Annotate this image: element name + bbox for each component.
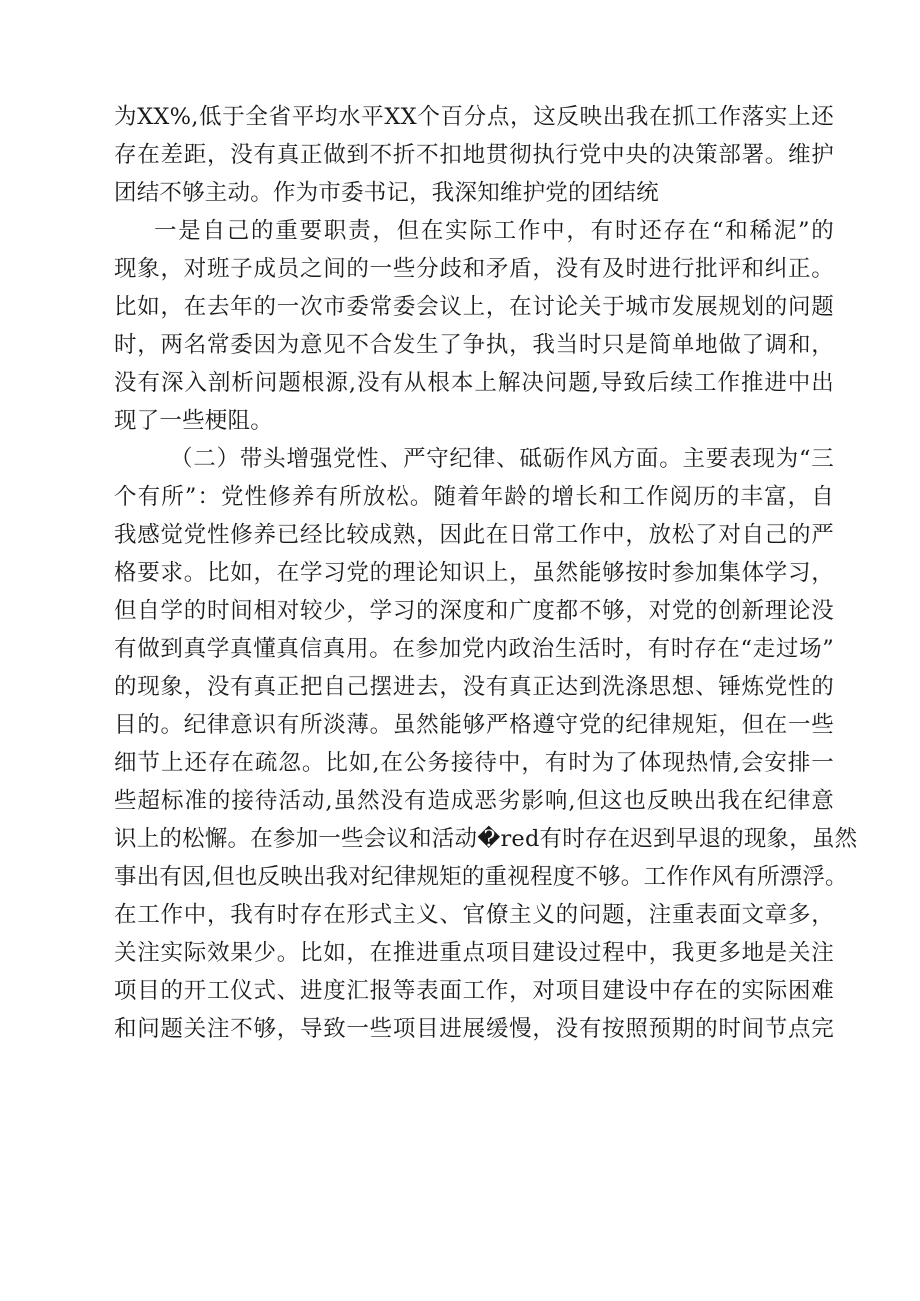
text-line: 个有所”：党性修养有所放松。随着年龄的增长和工作阅历的丰富，自 [114,484,834,510]
text-line: 但自学的时间相对较少，学习的深度和广度都不够，对党的创新理论没 [114,598,834,624]
text-line: 存在差距，没有真正做到不折不扣地贯彻执行党中央的决策部署。维护 [114,142,834,168]
text-line: 在工作中，我有时存在形式主义、官僚主义的问题，注重表面文章多， [114,902,834,928]
text-line: 事出有因,但也反映出我对纪律规矩的重视程度不够。工作作风有所漂浮。 [114,864,848,890]
text-line: 关注实际效果少。比如，在推进重点项目建设过程中，我更多地是关注 [114,940,834,966]
text-line: 没有深入剖析问题根源,没有从根本上解决问题,导致后续工作推进中出 [114,370,834,396]
text-line: 目的。纪律意识有所淡薄。虽然能够严格遵守党的纪律规矩，但在一些 [114,712,834,738]
text-line: 时，两名常委因为意见不合发生了争执，我当时只是简单地做了调和， [114,332,834,358]
text-line: 和问题关注不够，导致一些项目进展缓慢，没有按照预期的时间节点完 [114,1016,834,1042]
text-line: 现了一些梗阻。 [114,408,273,434]
text-line: 识上的松懈。在参加一些会议和活动�red有时存在迟到早退的现象，虽然 [114,826,858,852]
document-body [114,98,858,1048]
text-line: 一是自己的重要职责，但在实际工作中，有时还存在“和稀泥”的 [154,218,834,244]
text-line: 有做到真学真懂真信真用。在参加党内政治生活时，有时存在“走过场” [114,636,834,662]
text-line: 团结不够主动。作为市委书记，我深知维护党的团结统 [114,180,659,206]
text-line: 项目的开工仪式、进度汇报等表面工作，对项目建设中存在的实际困难 [114,978,834,1004]
text-line: 我感觉党性修养已经比较成熟，因此在日常工作中，放松了对自己的严 [114,522,834,548]
text-line: 现象，对班子成员之间的一些分歧和矛盾，没有及时进行批评和纠正。 [114,256,834,282]
text-line: 细节上还存在疏忽。比如,在公务接待中，有时为了体现热情,会安排一 [114,750,834,776]
text-line: 格要求。比如，在学习党的理论知识上，虽然能够按时参加集体学习， [114,560,834,586]
text-line: 的现象，没有真正把自己摆进去，没有真正达到洗涤思想、锤炼党性的 [114,674,834,700]
text-line: （二）带头增强党性、严守纪律、砥砺作风方面。主要表现为“三 [170,446,834,472]
text-line: 为XX%,低于全省平均水平XX个百分点，这反映出我在抓工作落实上还 [114,104,834,130]
text-line: 比如，在去年的一次市委常委会议上，在讨论关于城市发展规划的问题 [114,294,834,320]
text-line: 些超标准的接待活动,虽然没有造成恶劣影响,但这也反映出我在纪律意 [114,788,834,814]
